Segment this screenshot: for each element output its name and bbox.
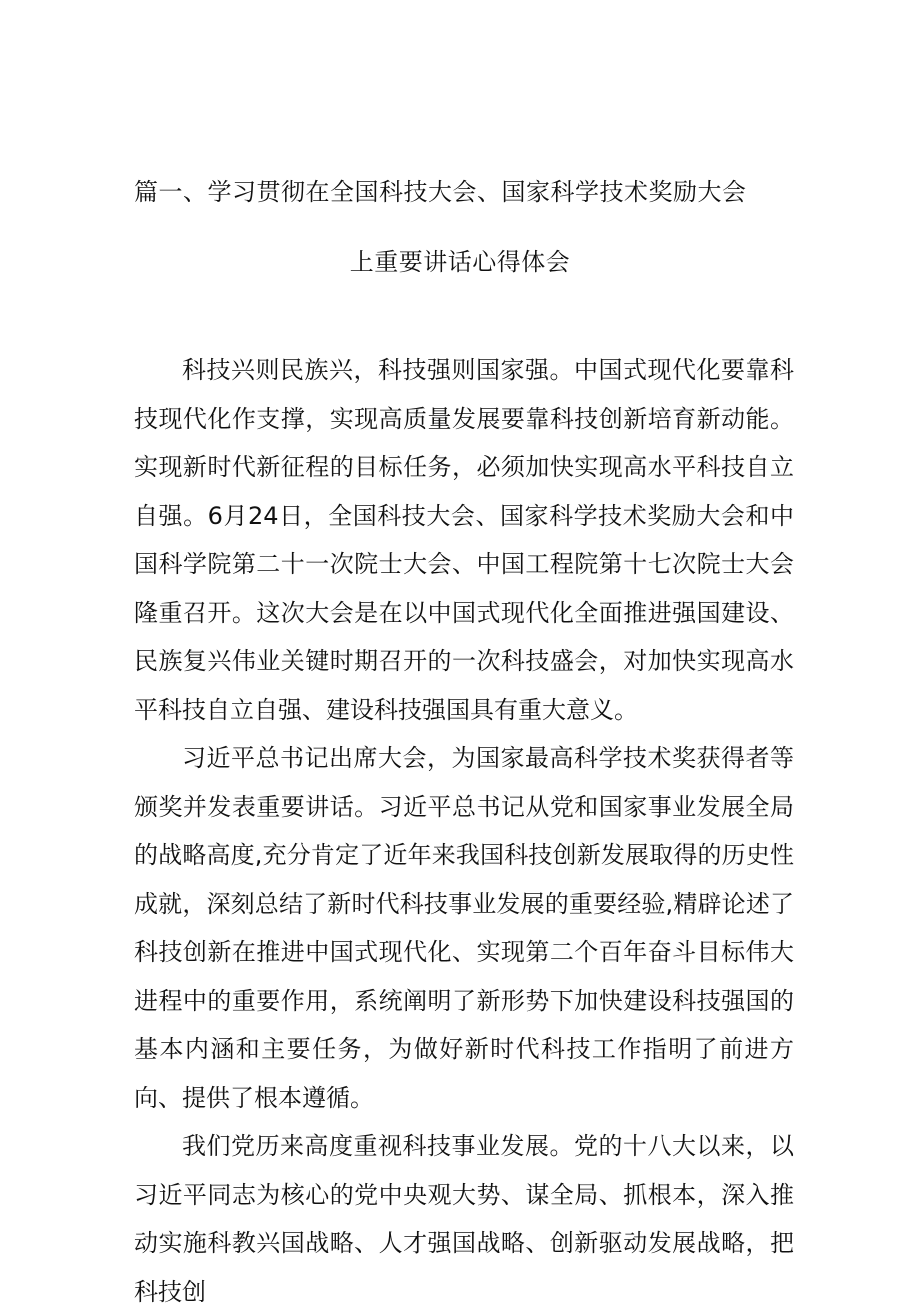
document-body bbox=[134, 346, 794, 1316]
document-title-line-1: 篇一、学习贯彻在全国科技大会、国家科学技术奖励大会 bbox=[134, 178, 747, 206]
paragraph-3: 我们党历来高度重视科技事业发展。党的十八大以来，以习近平同志为核心的党中央观大势、谋全局、抓根本，深入推动实施科教兴国战略、人才强国战略、创新驱动发展战略，把科技创 bbox=[134, 1132, 794, 1306]
document-title-line-2: 上重要讲话心得体会 bbox=[349, 248, 571, 276]
paragraph-1: 科技兴则民族兴，科技强则国家强。中国式现代化要靠科技现代化作支撑，实现高质量发展要靠科技创新培育新动能。实现新时代新征程的目标任务，必须加快实现高水平科技自立自强。6月24日，全国科技大会、国家科学技术奖励大会和中国科学院第二十一次院士大会、中国工程院第十七次院士大会隆重召开。这次大会是在以中国式现代化全面推进强国建设、民族复兴伟业关键时期召开的一次科技盛会，对加快实现高水平科技自立自强、建设科技强国具有重大意义。 bbox=[134, 356, 794, 724]
paragraph-2: 习近平总书记出席大会，为国家最高科学技术奖获得者等颁奖并发表重要讲话。习近平总书记从党和国家事业发展全局的战略高度,充分肯定了近年来我国科技创新发展取得的历史性成就，深刻总结了新时代科技事业发展的重要经验,精辟论述了科技创新在推进中国式现代化、实现第二个百年奋斗目标伟大进程中的重要作用，系统阐明了新形势下加快建设科技强国的基本内涵和主要任务，为做好新时代科技工作指明了前进方向、提供了根本遵循。 bbox=[134, 744, 794, 1112]
